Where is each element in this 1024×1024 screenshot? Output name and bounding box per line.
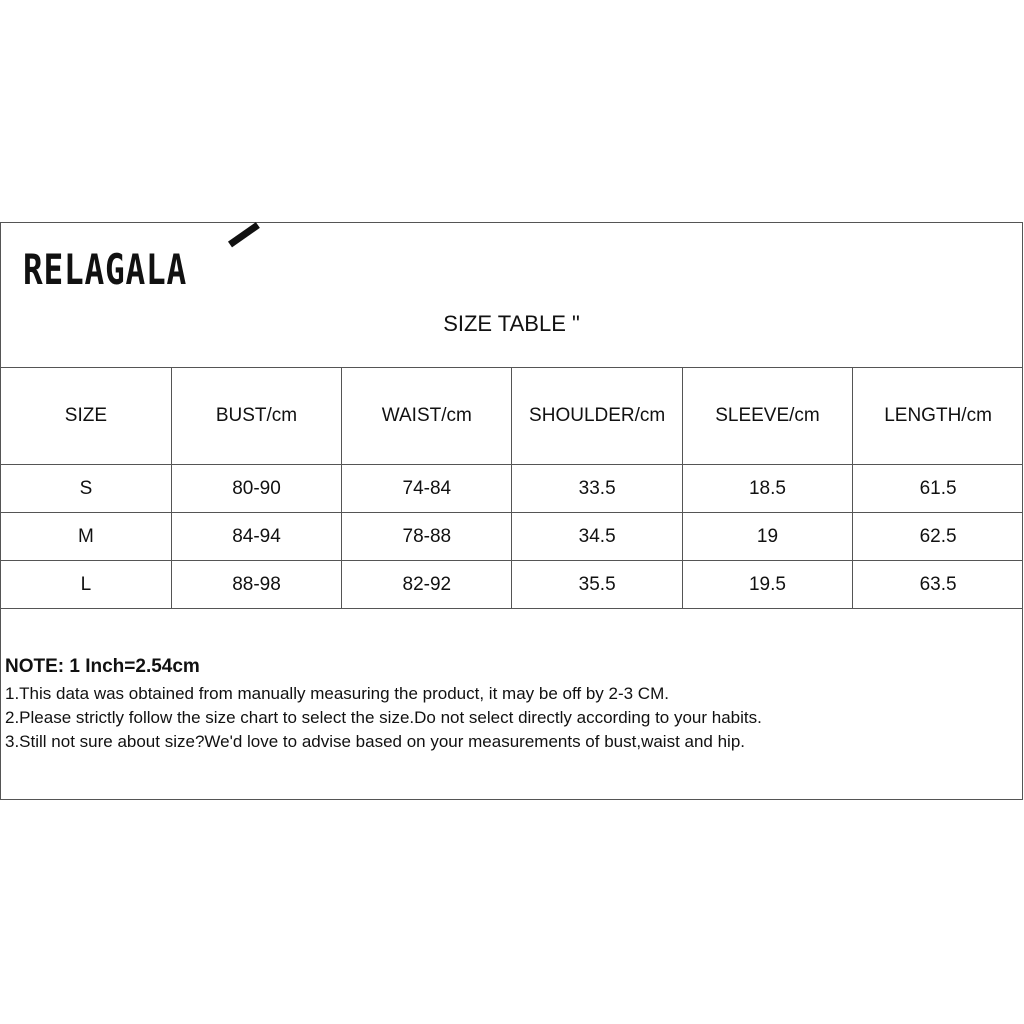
table-cell: 19.5 [682, 561, 852, 609]
size-chart-sheet [0, 222, 1023, 800]
table-cell: 80-90 [171, 465, 341, 513]
page-title: SIZE TABLE " [443, 311, 580, 336]
column-header-size: SIZE [1, 368, 171, 465]
table-cell: 63.5 [853, 561, 1023, 609]
table-row [1, 465, 1023, 513]
column-header-sleeve: SLEEVE/cm [682, 368, 852, 465]
column-header-waist: WAIST/cm [342, 368, 512, 465]
table-cell: 33.5 [512, 465, 682, 513]
table-cell: 35.5 [512, 561, 682, 609]
table-cell: M [1, 513, 171, 561]
table-cell: 62.5 [853, 513, 1023, 561]
table-cell: 74-84 [342, 465, 512, 513]
table-cell: 19 [682, 513, 852, 561]
table-cell: 18.5 [682, 465, 852, 513]
table-row [1, 561, 1023, 609]
table-header-row [1, 368, 1023, 465]
note-line: 1.This data was obtained from manually measuring the product, it may be off by 2-3 CM. [5, 684, 669, 703]
column-header-bust: BUST/cm [171, 368, 341, 465]
table-cell: L [1, 561, 171, 609]
table-cell: 82-92 [342, 561, 512, 609]
column-header-length: LENGTH/cm [853, 368, 1023, 465]
size-table [1, 368, 1023, 609]
note-line: 3.Still not sure about size?We'd love to advise based on your measurements of bust,waist and hip. [5, 732, 746, 751]
table-cell: 78-88 [342, 513, 512, 561]
table-cell: 34.5 [512, 513, 682, 561]
column-header-shoulder: SHOULDER/cm [512, 368, 682, 465]
table-cell: 84-94 [171, 513, 341, 561]
table-cell: S [1, 465, 171, 513]
table-row [1, 513, 1023, 561]
brand-logo: RELAGALA [23, 245, 188, 294]
size-chart-header [1, 223, 1022, 368]
logo-accent-stroke-icon [228, 222, 260, 247]
note-line: 2.Please strictly follow the size chart to select the size.Do not select directly according to your habits. [5, 708, 762, 727]
table-cell: 88-98 [171, 561, 341, 609]
note-title: NOTE: 1 Inch=2.54cm [5, 656, 200, 677]
notes-section [5, 655, 1015, 754]
table-cell: 61.5 [853, 465, 1023, 513]
